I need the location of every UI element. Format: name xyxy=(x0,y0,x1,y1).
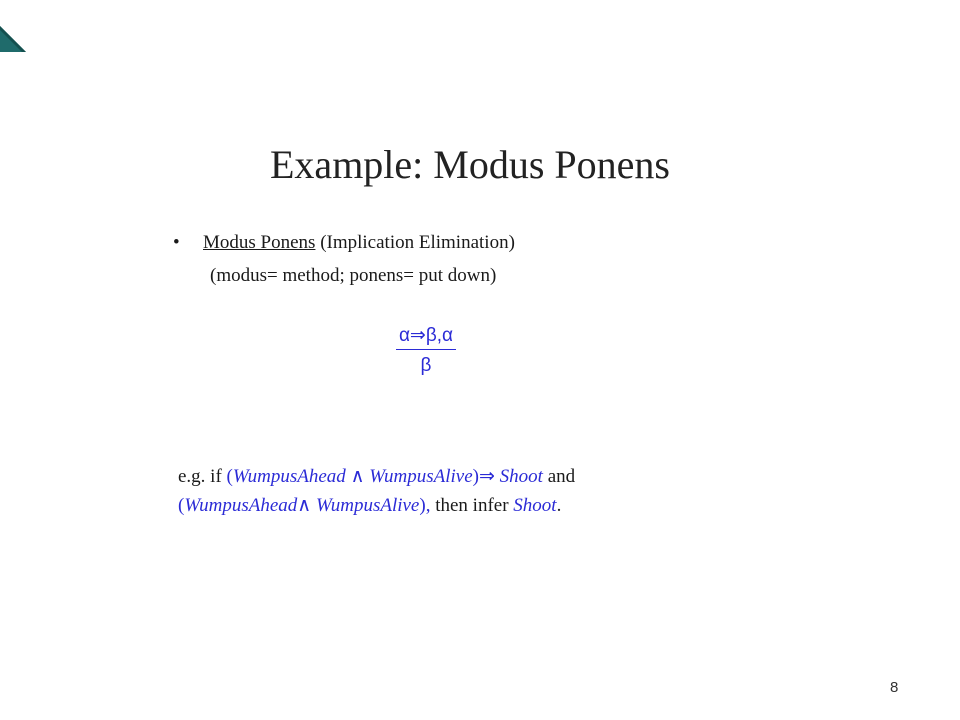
example-line-1 xyxy=(178,462,575,491)
example-term-wumpus-alive-2: WumpusAlive xyxy=(315,495,420,516)
example-open-paren: ( xyxy=(226,466,233,487)
example-close-paren-2: ), xyxy=(419,495,431,516)
page-number: 8 xyxy=(890,679,899,696)
example-and-word: and xyxy=(542,466,576,487)
bullet-term-suffix: (Implication Elimination) xyxy=(315,232,515,253)
example-term-wumpus-ahead-2: WumpusAhead xyxy=(184,495,298,516)
rule-conclusion: β xyxy=(420,355,432,376)
inference-rule xyxy=(384,324,468,378)
example-term-wumpus-alive: WumpusAlive xyxy=(369,466,473,487)
example-period: . xyxy=(556,495,562,516)
bullet-item xyxy=(173,231,515,255)
example-term-wumpus-ahead: WumpusAhead xyxy=(232,466,346,487)
example-term-shoot: Shoot xyxy=(499,466,543,487)
etymology-note: (modus= method; ponens= put down) xyxy=(210,265,497,286)
bullet-term: Modus Ponens xyxy=(203,232,316,253)
bullet-marker: • xyxy=(173,232,180,253)
example-text xyxy=(178,462,575,520)
example-line-2 xyxy=(178,491,575,520)
slide-title: Example: Modus Ponens xyxy=(270,142,670,187)
example-term-shoot-2: Shoot xyxy=(513,495,557,516)
example-open-paren-2: ( xyxy=(178,495,185,516)
example-and-symbol-2: ∧ xyxy=(297,495,316,516)
example-implies-symbol: )⇒ xyxy=(472,466,500,487)
example-and-symbol: ∧ xyxy=(345,466,370,487)
example-prefix: e.g. if xyxy=(178,466,227,487)
rule-premises: α⇒β,α xyxy=(396,324,456,350)
example-then-infer: then infer xyxy=(430,495,514,516)
corner-accent-triangle xyxy=(0,0,26,52)
